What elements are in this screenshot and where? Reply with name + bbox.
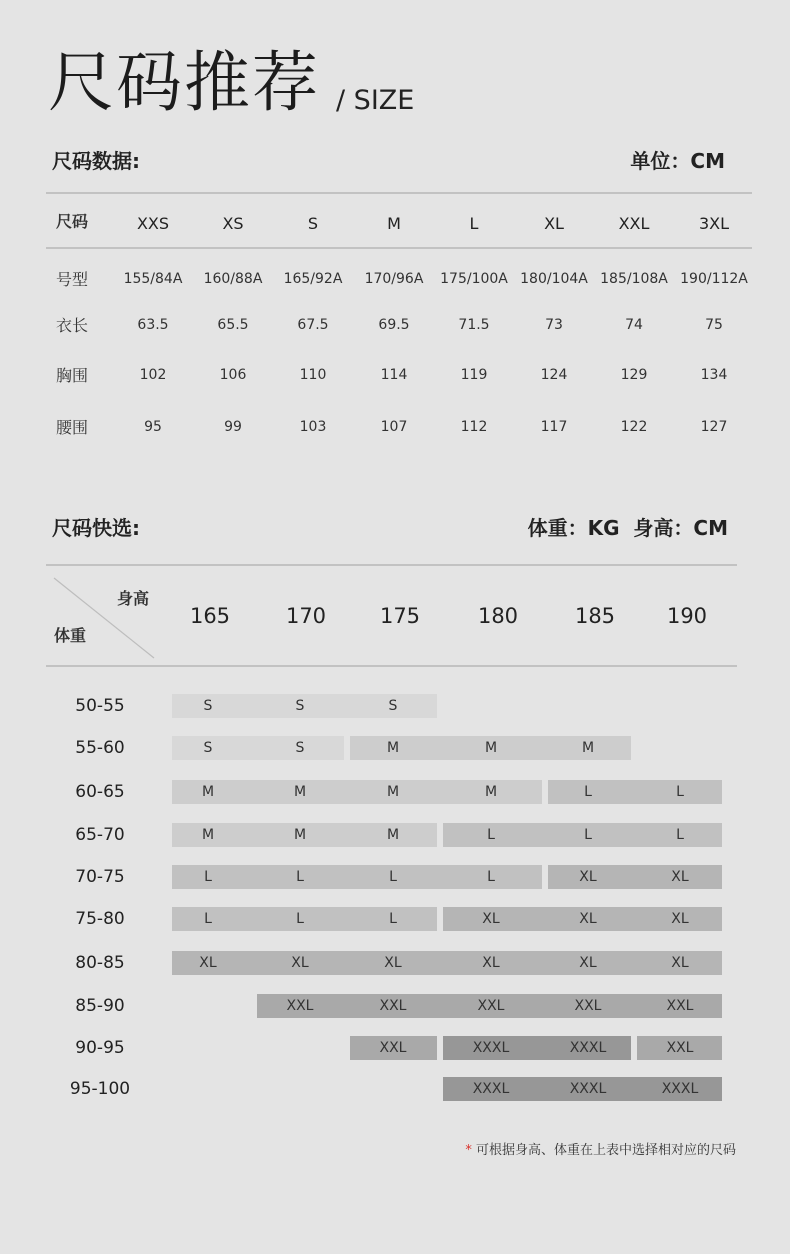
- size-header-cell: XXS: [136, 214, 170, 233]
- size-cell: 103: [299, 419, 327, 435]
- weight-row-label: 55-60: [75, 738, 125, 758]
- size-band-label: XL: [579, 911, 597, 927]
- divider: [46, 247, 752, 249]
- size-data-unit: 单位：CM: [630, 149, 725, 173]
- size-band-label: XL: [671, 955, 689, 971]
- size-band-xl: [172, 951, 722, 975]
- size-band-l: [172, 865, 542, 889]
- weight-row-label: 50-55: [75, 696, 125, 716]
- size-band-label: L: [296, 869, 304, 885]
- size-band-label: XXXL: [472, 1081, 510, 1097]
- size-band-label: XL: [482, 911, 500, 927]
- weight-row-label: 90-95: [75, 1038, 125, 1058]
- size-band-label: XXXL: [472, 1040, 510, 1056]
- size-band-label: L: [204, 869, 212, 885]
- size-band-xxxl: [443, 1077, 722, 1101]
- size-band-label: L: [204, 911, 212, 927]
- size-row-label: 衣长: [56, 316, 89, 335]
- size-band-label: L: [487, 869, 495, 885]
- size-cell: 106: [219, 367, 247, 383]
- size-band-label: XL: [579, 955, 597, 971]
- quick-select-label: 尺码快选:: [52, 516, 140, 540]
- size-cell: 170/96A: [364, 271, 424, 287]
- size-band-label: XXXL: [569, 1081, 607, 1097]
- size-band-xxl: [257, 994, 722, 1018]
- size-band-label: L: [389, 869, 397, 885]
- size-cell: 175/100A: [440, 271, 508, 287]
- size-cell: 134: [700, 367, 728, 383]
- size-band-label: M: [484, 784, 498, 800]
- size-band-xxxl: [443, 1036, 631, 1060]
- size-band-label: S: [388, 698, 398, 714]
- size-band-label: L: [389, 911, 397, 927]
- footnote-star: *: [465, 1143, 472, 1158]
- size-band-label: XXL: [286, 998, 314, 1014]
- size-band-label: M: [293, 784, 307, 800]
- size-data-label: 尺码数据:: [52, 149, 140, 173]
- size-band-label: S: [203, 740, 213, 756]
- size-header-cell: S: [307, 214, 319, 233]
- footnote-text: 可根据身高、体重在上表中选择相对应的尺码: [475, 1143, 736, 1158]
- quick-select-unit: 体重：KG 身高：CM: [527, 516, 728, 540]
- weight-row-label: 65-70: [75, 825, 125, 845]
- height-header-cell: 170: [285, 604, 327, 628]
- height-header-cell: 185: [574, 604, 616, 628]
- size-header-cell: XS: [222, 214, 244, 233]
- size-cell: 119: [460, 367, 488, 383]
- size-band-label: M: [201, 827, 215, 843]
- corner-diagonal: [46, 566, 161, 662]
- size-cell: 122: [620, 419, 648, 435]
- size-row-label: 胸围: [56, 366, 89, 385]
- size-cell: 63.5: [137, 317, 169, 333]
- size-band-xxl: [350, 1036, 437, 1060]
- size-cell: 75: [705, 317, 723, 333]
- size-cell: 165/92A: [283, 271, 343, 287]
- size-band-label: M: [293, 827, 307, 843]
- weight-row-label: 85-90: [75, 996, 125, 1016]
- size-band-l: [172, 907, 437, 931]
- size-band-label: S: [295, 698, 305, 714]
- size-header-cell: L: [469, 214, 479, 233]
- size-cell: 73: [545, 317, 563, 333]
- size-band-m: [350, 736, 631, 760]
- size-band-xxl: [637, 1036, 722, 1060]
- size-band-label: M: [484, 740, 498, 756]
- footnote: [465, 1143, 736, 1159]
- size-band-label: M: [386, 784, 400, 800]
- size-band-s: [172, 694, 437, 718]
- size-band-label: XXXL: [569, 1040, 607, 1056]
- size-cell: 69.5: [378, 317, 410, 333]
- size-band-label: XL: [671, 869, 689, 885]
- size-header-cell: XL: [544, 214, 564, 233]
- size-band-m: [172, 823, 437, 847]
- size-band-l: [548, 780, 722, 804]
- size-cell: 114: [380, 367, 408, 383]
- size-band-label: L: [676, 827, 684, 843]
- size-cell: 155/84A: [123, 271, 183, 287]
- size-cell: 71.5: [458, 317, 490, 333]
- size-band-label: S: [295, 740, 305, 756]
- size-band-label: XXL: [666, 998, 694, 1014]
- size-band-label: M: [201, 784, 215, 800]
- size-band-label: XL: [291, 955, 309, 971]
- size-band-label: XL: [384, 955, 402, 971]
- size-cell: 95: [144, 419, 162, 435]
- height-header-cell: 180: [477, 604, 519, 628]
- size-cell: 110: [299, 367, 327, 383]
- size-cell: 160/88A: [203, 271, 263, 287]
- divider: [46, 192, 752, 194]
- size-band-label: XXL: [379, 998, 407, 1014]
- size-band-label: XL: [671, 911, 689, 927]
- height-axis-label: 身高: [117, 589, 150, 608]
- size-cell: 127: [700, 419, 728, 435]
- size-column-label: 尺码: [56, 212, 89, 231]
- weight-row-label: 80-85: [75, 953, 125, 973]
- size-band-label: L: [584, 827, 592, 843]
- size-header-cell: M: [387, 214, 401, 233]
- divider: [46, 665, 737, 667]
- size-band-xl: [548, 865, 722, 889]
- size-band-label: XXL: [666, 1040, 694, 1056]
- weight-row-label: 95-100: [69, 1079, 131, 1099]
- size-cell: 190/112A: [680, 271, 748, 287]
- size-cell: 74: [625, 317, 643, 333]
- weight-axis-label: 体重: [54, 626, 87, 645]
- size-band-l: [443, 823, 722, 847]
- size-cell: 185/108A: [600, 271, 668, 287]
- size-band-label: XXL: [379, 1040, 407, 1056]
- page-title: 尺码推荐: [48, 44, 320, 121]
- size-band-label: XXL: [477, 998, 505, 1014]
- size-cell: 67.5: [297, 317, 329, 333]
- size-cell: 180/104A: [520, 271, 588, 287]
- size-header-cell: 3XL: [698, 214, 730, 233]
- size-band-label: L: [584, 784, 592, 800]
- height-header-cell: 165: [189, 604, 231, 628]
- weight-row-label: 70-75: [75, 867, 125, 887]
- size-band-label: XL: [579, 869, 597, 885]
- weight-row-label: 75-80: [75, 909, 125, 929]
- size-band-label: XL: [482, 955, 500, 971]
- page-subtitle: / SIZE: [336, 85, 415, 116]
- size-cell: 102: [139, 367, 167, 383]
- size-band-m: [172, 780, 542, 804]
- size-band-label: XXXL: [661, 1081, 699, 1097]
- size-cell: 117: [540, 419, 568, 435]
- size-cell: 65.5: [217, 317, 249, 333]
- size-band-label: S: [203, 698, 213, 714]
- height-header-cell: 175: [379, 604, 421, 628]
- size-band-label: M: [581, 740, 595, 756]
- weight-row-label: 60-65: [75, 782, 125, 802]
- size-cell: 99: [224, 419, 242, 435]
- size-cell: 129: [620, 367, 648, 383]
- size-band-label: M: [386, 740, 400, 756]
- size-row-label: 号型: [56, 270, 89, 289]
- size-cell: 112: [460, 419, 488, 435]
- size-cell: 124: [540, 367, 568, 383]
- size-band-label: M: [386, 827, 400, 843]
- size-band-label: L: [487, 827, 495, 843]
- size-header-cell: XXL: [618, 214, 650, 233]
- size-band-xl: [443, 907, 722, 931]
- size-row-label: 腰围: [56, 418, 89, 437]
- size-band-label: L: [296, 911, 304, 927]
- size-band-label: XL: [199, 955, 217, 971]
- size-band-label: XXL: [574, 998, 602, 1014]
- height-header-cell: 190: [666, 604, 708, 628]
- size-band-s: [172, 736, 344, 760]
- size-band-label: L: [676, 784, 684, 800]
- size-cell: 107: [380, 419, 408, 435]
